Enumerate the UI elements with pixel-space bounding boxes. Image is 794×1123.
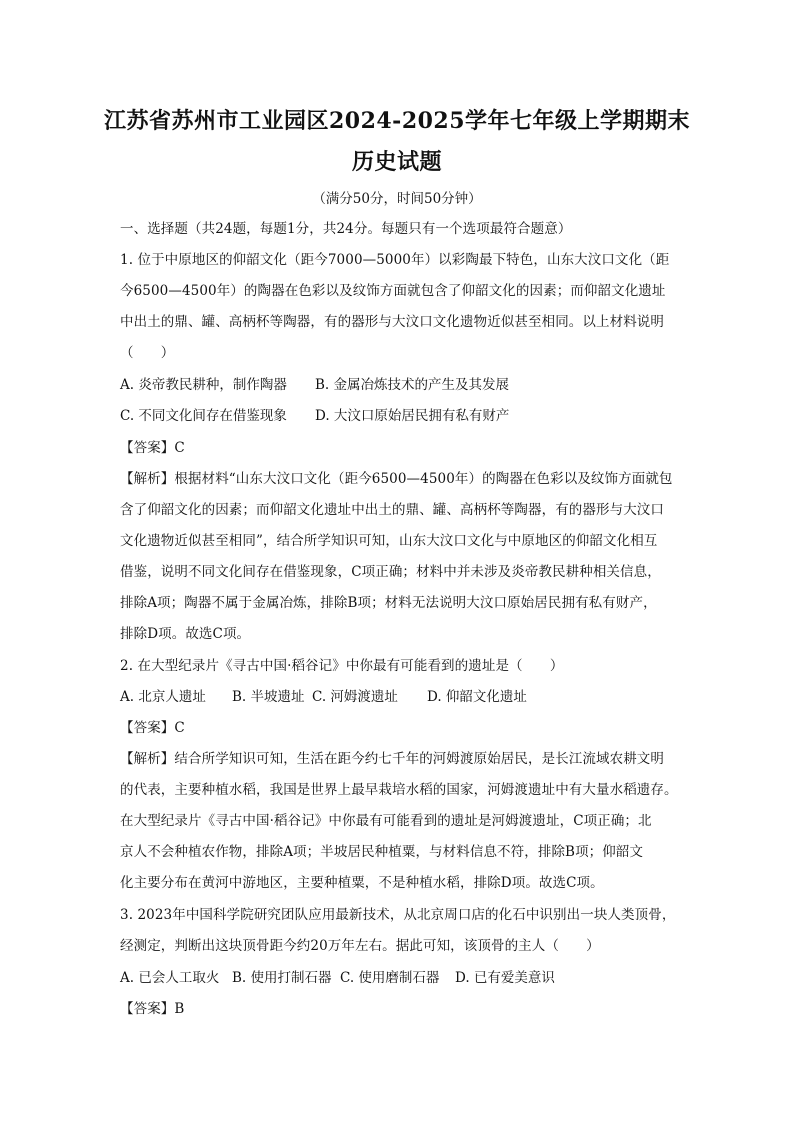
q1-stem-line-3: 中出土的鼎、罐、高柄杯等陶器，有的器形与大汶口文化遗物近似甚至相同。以上材料说明 [120,314,664,330]
q1-option-b: B. 金属冶炼技术的产生及其发展 [315,377,510,393]
q2-analysis-line-5: 化主要分布在黄河中游地区，主要种植粟，不是种植水稻，排除D项。故选C项。 [120,875,604,891]
q1-option-a: A. 炎帝教民耕种，制作陶器 [120,377,287,393]
q2-answer: 【答案】C [120,720,185,736]
q1-stem-line-2: 今6500—4500年）的陶器在色彩以及纹饰方面就包含了仰韶文化的因素；而仰韶文化遗址 [120,283,666,299]
section-heading: 一、选择题（共24题，每题1分，共24分。每题只有一个选项最符合题意） [120,221,572,237]
q1-option-d: D. 大汶口原始居民拥有私有财产 [315,408,510,424]
q3-option-a: A. 已会人工取火 [120,970,220,986]
q1-analysis-line-3: 文化遗物近似甚至相同”，结合所学知识可知，山东大汶口文化与中原地区的仰韶文化相互 [120,533,658,549]
exam-subtitle: （满分50分，时间50分钟） [312,191,482,207]
exam-title-line2: 历史试题 [351,149,442,175]
q2-option-b: B. 半坡遗址 [232,689,305,705]
q2-stem: 2. 在大型纪录片《寻古中国·稻谷记》中你最有可能看到的遗址是（ ） [120,658,564,674]
q2-analysis-line-2: 的代表，主要种植水稻，我国是世界上最早栽培水稻的国家，河姆渡遗址中有大量水稻遗存。 [120,782,678,798]
q2-option-d: D. 仰韶文化遗址 [427,689,527,705]
q1-analysis-line-5: 排除A项；陶器不属于金属冶炼，排除B项；材料无法说明大汶口原始居民拥有私有财产， [120,595,657,611]
q2-option-c: C. 河姆渡遗址 [312,689,398,705]
q2-analysis-line-3: 在大型纪录片《寻古中国·稻谷记》中你最有可能看到的遗址是河姆渡遗址，C项正确；北 [120,813,652,829]
q1-analysis-line-4: 借鉴，说明不同文化间存在借鉴现象，C项正确；材料中并未涉及炎帝教民耕种相关信息， [120,564,661,580]
q1-analysis-line-6: 排除D项。故选C项。 [120,626,251,642]
q2-analysis-line-4: 京人不会种植农作物，排除A项；半坡居民种植粟，与材料信息不符，排除B项；仰韶文 [120,844,644,860]
q1-answer: 【答案】C [120,440,185,456]
q3-answer: 【答案】B [120,1001,185,1017]
q3-stem-line-2: 经测定，判断出这块顶骨距今约20万年左右。据此可知，该顶骨的主人（ ） [120,938,600,954]
q1-analysis-line-2: 含了仰韶文化的因素；而仰韶文化遗址中出土的鼎、罐、高柄杯等陶器，有的器形与大汶口 [120,502,664,518]
q2-analysis-line-1: 【解析】结合所学知识可知，生活在距今约七千年的河姆渡原始居民，是长江流域农耕文明 [120,751,664,767]
q2-option-a: A. 北京人遗址 [120,689,206,705]
q1-stem-line-4: （ ） [120,345,175,361]
q3-option-d: D. 已有爱美意识 [455,970,555,986]
q3-stem-line-1: 3. 2023年中国科学院研究团队应用最新技术，从北京周口店的化石中识别出一块人类顶骨， [120,907,676,923]
q1-analysis-line-1: 【解析】根据材料“山东大汶口文化（距今6500—4500年）的陶器在色彩以及纹饰方面就包 [120,471,673,487]
q1-option-c: C. 不同文化间存在借鉴现象 [120,408,287,424]
q3-option-c: C. 使用磨制石器 [340,970,440,986]
exam-title-line1: 江苏省苏州市工业园区2024-2025学年七年级上学期期末 [103,108,691,134]
q3-option-b: B. 使用打制石器 [232,970,332,986]
q1-stem-line-1: 1. 位于中原地区的仰韶文化（距今7000—5000年）以彩陶最下特色，山东大汶口文化（距 [120,252,670,268]
